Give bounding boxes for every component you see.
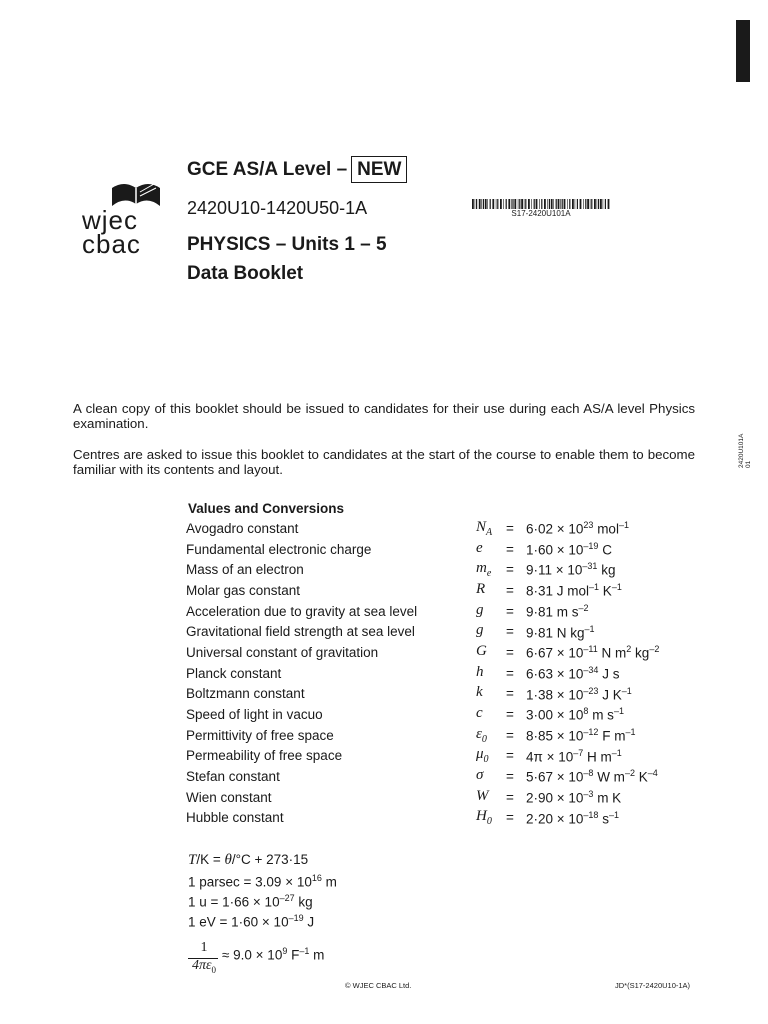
constant-name: Gravitational field strength at sea level [186, 624, 415, 640]
constant-symbol-text: N [476, 518, 487, 535]
temp-symbol-T: T [188, 852, 197, 868]
constant-value: 9·11 × 10 [526, 562, 583, 578]
temp-text-1: /K = [196, 852, 225, 867]
constant-symbol-text: μ [476, 746, 484, 763]
constant-unit-exponent: –1 [613, 706, 624, 717]
constant-exponent: –11 [583, 644, 598, 655]
constant-value: 1·60 × 10 [526, 542, 584, 558]
constant-symbol-sub: 0 [481, 733, 487, 745]
constant-value: 5·67 × 10 [526, 769, 584, 785]
constant-row [186, 746, 659, 767]
constant-unit: kg [597, 562, 616, 578]
constant-unit-2: K [634, 769, 648, 785]
barcode-bar [487, 199, 488, 209]
barcode-bar [483, 199, 484, 209]
constant-unit: s [598, 811, 609, 827]
constant-symbol [476, 746, 506, 767]
constant-row [186, 601, 659, 622]
constant-symbol [476, 642, 506, 663]
constant-exponent: –23 [583, 685, 599, 696]
constant-symbol [476, 684, 506, 705]
constant-value-cell [526, 642, 659, 663]
barcode-bar [518, 199, 519, 209]
barcode-bar [587, 199, 589, 209]
constant-value: 2·90 × 10 [526, 790, 584, 806]
barcode-bar [496, 199, 497, 209]
barcode-bar [511, 199, 512, 209]
barcode-bar [521, 199, 523, 209]
barcode-bar [500, 199, 502, 209]
constant-unit-2-exponent: –2 [649, 644, 660, 655]
constant-unit-exponent: –2 [624, 768, 635, 779]
constant-name: Avogadro constant [186, 520, 299, 536]
barcode-bar [562, 199, 563, 209]
barcode-bar [476, 199, 477, 209]
temperature-conversion [188, 852, 308, 869]
constant-value: 9·81 m s [526, 604, 579, 620]
fraction-den-text: 4πε [191, 958, 212, 973]
barcode-bar [580, 199, 582, 209]
constant-unit-exponent: –1 [618, 520, 629, 531]
barcode-bar [597, 199, 598, 209]
amu-unit: kg [294, 894, 313, 910]
constant-row [186, 642, 659, 663]
constant-row [186, 766, 659, 787]
constant-value: 8·85 × 10 [526, 728, 584, 744]
constant-row [186, 559, 659, 580]
barcode-bar [481, 199, 482, 209]
constant-equals: = [506, 520, 514, 536]
constant-value-cell [526, 725, 659, 746]
constant-value-cell [526, 746, 659, 767]
constant-unit: W m [593, 769, 625, 785]
constant-symbol-text: R [476, 580, 486, 597]
constant-symbol [476, 663, 506, 684]
coulomb-text: ≈ 9.0 × 10 [222, 947, 283, 963]
ev-conversion [188, 913, 314, 930]
constant-symbol [476, 621, 506, 642]
constant-equals: = [506, 686, 514, 702]
barcode-bar [603, 199, 604, 209]
constant-symbol-text: g [476, 622, 484, 639]
constants-table [186, 518, 659, 828]
constant-equals: = [506, 769, 514, 785]
constant-name: Fundamental electronic charge [186, 541, 372, 557]
barcode-bar [577, 199, 578, 209]
logo-line-1: wjec [82, 205, 139, 235]
level-text: GCE AS/A Level – [187, 159, 348, 180]
constant-equals: = [506, 789, 514, 805]
constant-symbol-text: H [476, 808, 487, 825]
barcode-bar [475, 199, 476, 209]
paper-code: 2420U10-1420U50-1A [187, 198, 368, 218]
constant-symbol [476, 559, 506, 580]
constant-exponent: –1 [589, 582, 600, 593]
constant-equals: = [506, 644, 514, 660]
constant-exponent: –3 [583, 789, 594, 800]
constant-symbol-text: k [476, 684, 483, 701]
constant-equals: = [506, 810, 514, 826]
constant-symbol [476, 787, 506, 808]
parsec-unit: m [321, 874, 337, 890]
constant-value: 6·63 × 10 [526, 666, 584, 682]
barcode-bar [598, 199, 599, 209]
constant-row [186, 580, 659, 601]
constant-value-cell [526, 559, 659, 580]
constant-equals: = [506, 624, 514, 640]
constant-unit-2-exponent: –4 [647, 768, 658, 779]
constant-value: 6·02 × 10 [526, 521, 584, 537]
constant-symbol [476, 766, 506, 787]
amu-conversion [188, 893, 313, 910]
constant-unit-exponent: –1 [625, 726, 636, 737]
barcode-bar [485, 199, 487, 209]
barcode-bar [558, 199, 560, 209]
constant-value-cell [526, 518, 659, 539]
subject-heading: PHYSICS – Units 1 – 5 [187, 234, 387, 255]
constant-value-cell [526, 601, 659, 622]
barcode-bar [560, 199, 561, 209]
barcode-bar [591, 199, 592, 209]
barcode-bar [528, 199, 530, 209]
constant-unit: N m [597, 645, 627, 661]
barcode-bar [519, 199, 520, 209]
side-code-line-1: 2420U101A [738, 433, 745, 468]
constant-equals: = [506, 603, 514, 619]
constant-value-cell [526, 704, 659, 725]
constant-value: 1·38 × 10 [526, 687, 584, 703]
constant-name: Molar gas constant [186, 582, 301, 598]
barcode-bar [549, 199, 550, 209]
constant-symbol-text: e [476, 539, 483, 556]
constant-symbol-text: m [476, 560, 487, 577]
barcode-bar [524, 199, 525, 209]
constant-value: 3·00 × 10 [526, 707, 584, 723]
barcode-bar [594, 199, 596, 209]
barcode-bar [479, 199, 481, 209]
constant-equals: = [506, 707, 514, 723]
barcode-bar [531, 199, 532, 209]
fraction-denominator [188, 958, 220, 975]
parsec-text: 1 parsec = 3.09 × 10 [188, 874, 312, 890]
constant-symbol [476, 539, 506, 560]
constant-row [186, 725, 659, 746]
constant-exponent: –8 [583, 768, 594, 779]
level-heading [187, 159, 407, 181]
footer-ref: JD*(S17-2420U10-1A) [615, 981, 691, 990]
amu-sup: –27 [279, 893, 295, 903]
barcode-text: S17-2420U101A [511, 209, 571, 218]
constant-symbol [476, 725, 506, 746]
constant-equals: = [506, 582, 514, 598]
constant-value: 6·67 × 10 [526, 645, 584, 661]
constant-exponent: –31 [582, 561, 598, 572]
constant-value-cell [526, 621, 659, 642]
constant-symbol-sub: e [486, 568, 492, 580]
barcode-bar [512, 199, 513, 209]
barcode-bar [547, 199, 548, 209]
constant-symbol [476, 518, 506, 539]
constant-symbol-text: σ [476, 767, 484, 784]
doc-title: Data Booklet [187, 263, 304, 284]
constant-symbol [476, 808, 506, 829]
temp-symbol-theta: θ [224, 852, 232, 868]
constant-unit: K [599, 583, 612, 599]
barcode-bar [585, 199, 586, 209]
barcode-bar [590, 199, 591, 209]
constant-unit: mol [593, 521, 619, 537]
constant-row [186, 787, 659, 808]
registration-tab [736, 20, 750, 82]
constant-row [186, 663, 659, 684]
constant-unit-2: kg [631, 645, 650, 661]
coulomb-constant [222, 946, 324, 963]
constant-value-cell [526, 787, 659, 808]
barcode-bar [605, 199, 606, 209]
intro-paragraph-2: Centres are asked to issue this booklet to candidates at the start of the course to enable them to become familiar with its contents and layout. [73, 447, 695, 477]
barcode-bar [539, 199, 540, 209]
constant-unit: J s [598, 666, 620, 682]
constant-value-cell [526, 808, 659, 829]
constant-equals: = [506, 748, 514, 764]
constant-row [186, 808, 659, 829]
barcode-bar [564, 199, 566, 209]
constant-name: Acceleration due to gravity at sea level [186, 603, 418, 619]
constant-symbol [476, 704, 506, 725]
constant-value-cell [526, 684, 659, 705]
constant-value: 8·31 J mol [526, 583, 590, 599]
values-title: Values and Conversions [188, 501, 345, 516]
barcode-bar [514, 199, 516, 209]
coulomb-unit-2: m [309, 947, 325, 963]
constant-row [186, 704, 659, 725]
constant-symbol [476, 580, 506, 601]
constant-symbol-text: W [476, 787, 489, 804]
constant-value-cell [526, 580, 659, 601]
barcode-bar [544, 199, 546, 209]
constant-unit: F m [598, 728, 626, 744]
barcode-bar [600, 199, 602, 209]
constant-exponent: –2 [578, 602, 589, 613]
fraction-numerator: 1 [200, 940, 208, 955]
barcode-bar [536, 199, 538, 209]
constant-exponent: –18 [583, 809, 599, 820]
barcode-bar [608, 199, 610, 209]
constant-unit: H m [583, 749, 612, 765]
side-code-line-2: 01 [745, 460, 752, 468]
barcode-bar [551, 199, 553, 209]
barcode [472, 199, 610, 209]
constant-unit-exponent: –1 [611, 582, 622, 593]
constant-exponent: –12 [583, 726, 599, 737]
constant-exponent: –19 [583, 540, 599, 551]
constant-symbol-sub: A [486, 526, 493, 538]
constant-unit-exponent: 2 [626, 644, 632, 655]
wjec-logo [80, 180, 160, 260]
fraction-den-sub: 0 [211, 964, 217, 975]
constant-value: 4π × 10 [526, 749, 574, 765]
constant-name: Boltzmann constant [186, 686, 305, 702]
constant-name: Permeability of free space [186, 748, 343, 764]
intro-paragraph-1: A clean copy of this booklet should be issued to candidates for their use during each AS/A level Physics examination. [73, 401, 695, 431]
constant-symbol-sub: 0 [483, 754, 489, 766]
constant-name: Speed of light in vacuo [186, 707, 323, 723]
constant-row [186, 621, 659, 642]
barcode-bar [583, 199, 584, 209]
parsec-sup: 16 [311, 873, 322, 883]
parsec-conversion [188, 873, 337, 890]
barcode-bar [534, 199, 535, 209]
barcode-bar [525, 199, 526, 209]
constant-exponent: –1 [584, 623, 595, 634]
new-badge: NEW [351, 156, 407, 183]
constant-exponent: –7 [573, 747, 584, 758]
barcode-bar [506, 199, 507, 209]
barcode-bar [569, 199, 570, 209]
barcode-bar [553, 199, 554, 209]
constant-value: 9·81 N kg [526, 625, 585, 641]
constant-unit: C [598, 542, 612, 558]
constant-unit: J K [598, 687, 622, 703]
constant-equals: = [506, 541, 514, 557]
constant-unit: m s [588, 707, 614, 723]
constant-unit-exponent: –1 [611, 747, 622, 758]
barcode-bar [575, 199, 576, 209]
ev-sup: –19 [288, 913, 304, 923]
barcode-bar [541, 199, 542, 209]
constant-name: Permittivity of free space [186, 727, 334, 743]
side-code [738, 434, 752, 468]
constant-row [186, 518, 659, 539]
barcode-bar [503, 199, 504, 209]
coulomb-unit: F [287, 947, 300, 963]
constant-row [186, 684, 659, 705]
constant-symbol-sub: 0 [486, 816, 492, 828]
constant-exponent: 8 [583, 706, 589, 717]
constant-exponent: –34 [583, 664, 599, 675]
coulomb-sup: 9 [282, 946, 288, 956]
ev-text: 1 eV = 1·60 × 10 [188, 914, 289, 930]
ev-unit: J [303, 914, 315, 930]
constant-row [186, 539, 659, 560]
coulomb-unit-sup: –1 [299, 946, 310, 956]
barcode-bar [497, 199, 498, 209]
constant-name: Wien constant [186, 789, 272, 805]
temp-text-2: /°C + 273·15 [231, 852, 309, 867]
constant-equals: = [506, 562, 514, 578]
constant-value-cell [526, 766, 659, 787]
constant-name: Planck constant [186, 665, 282, 681]
constant-exponent: 23 [583, 520, 594, 531]
constant-name: Universal constant of gravitation [186, 644, 379, 660]
constant-symbol-text: h [476, 663, 484, 680]
constant-name: Hubble constant [186, 810, 284, 826]
barcode-bar [472, 199, 474, 209]
amu-text: 1 u = 1·66 × 10 [188, 894, 280, 910]
barcode-bar [572, 199, 574, 209]
constant-unit: m K [593, 790, 622, 806]
constant-equals: = [506, 665, 514, 681]
constant-symbol-text: c [476, 705, 483, 722]
constant-equals: = [506, 727, 514, 743]
constant-value: 2·20 × 10 [526, 811, 584, 827]
constant-value-cell [526, 663, 659, 684]
constant-symbol-text: ε [476, 725, 482, 742]
constant-name: Mass of an electron [186, 562, 304, 578]
logo-line-2: cbac [82, 229, 141, 259]
barcode-bar [490, 199, 491, 209]
constant-value-cell [526, 539, 659, 560]
constant-unit-exponent: –1 [608, 809, 619, 820]
barcode-bar [567, 199, 568, 209]
constant-symbol [476, 601, 506, 622]
constant-symbol-text: g [476, 601, 484, 618]
footer-copyright: © WJEC CBAC Ltd. [345, 981, 412, 990]
barcode-bar [508, 199, 510, 209]
barcode-bar [556, 199, 557, 209]
constant-unit-exponent: –1 [621, 685, 632, 696]
constant-symbol-text: G [476, 642, 487, 659]
barcode-bar [492, 199, 494, 209]
constant-name: Stefan constant [186, 769, 280, 785]
